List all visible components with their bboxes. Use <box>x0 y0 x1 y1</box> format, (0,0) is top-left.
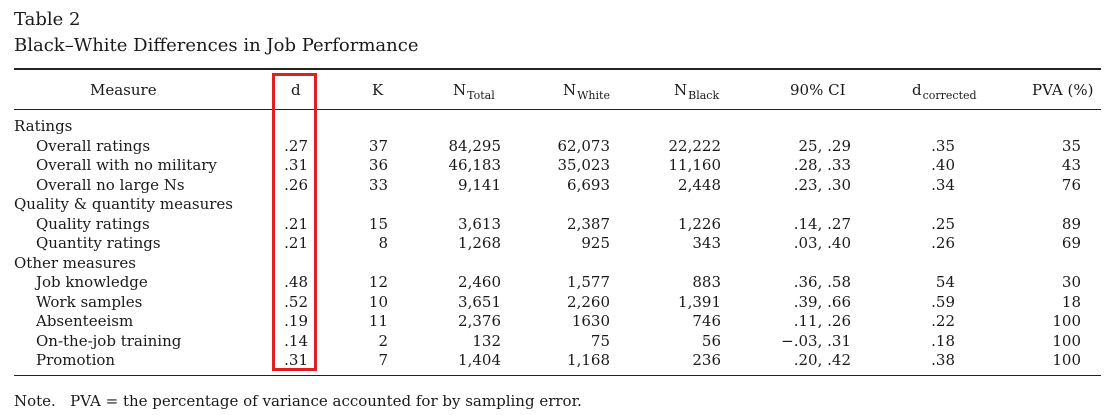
header-d: d <box>291 81 301 99</box>
header-ci: 90% CI <box>790 81 846 99</box>
cell-n-total: 3,651 <box>458 292 501 311</box>
cell-d: .27 <box>284 136 308 155</box>
header-n-white-sub: White <box>577 89 610 102</box>
cell-k: 33 <box>368 175 388 194</box>
cell-k: 10 <box>368 292 388 311</box>
header-n-total-sub: Total <box>467 89 495 102</box>
header-d-corrected <box>912 80 977 106</box>
cell-n-black: 11,160 <box>668 156 721 174</box>
cell-d: .31 <box>284 156 308 174</box>
header-pva: PVA (%) <box>1032 81 1094 99</box>
cell-n-total: 9,141 <box>458 175 501 194</box>
cell-d-corrected: .34 <box>931 175 955 194</box>
cell-d: .52 <box>284 292 308 311</box>
cell-d-corrected: .59 <box>931 292 955 311</box>
row-measure: Overall no large Ns <box>36 175 185 194</box>
cell-n-total: 46,183 <box>448 156 501 174</box>
cell-n-total: 1,268 <box>458 234 501 252</box>
section-heading: Ratings <box>14 117 73 135</box>
d-column-highlight <box>272 73 317 371</box>
cell-d: .19 <box>284 312 308 330</box>
cell-ci: .03, .40 <box>793 234 851 252</box>
cell-pva: 30 <box>1061 273 1081 291</box>
cell-ci: 25, .29 <box>798 136 851 155</box>
row-measure: Quality ratings <box>36 214 150 233</box>
cell-d-corrected: .40 <box>931 156 955 174</box>
table-note: Note. PVA = the percentage of variance accounted for by sampling error. <box>14 392 582 410</box>
cell-n-total: 3,613 <box>458 214 501 233</box>
cell-ci: .11, .26 <box>793 312 851 330</box>
cell-n-white: 2,387 <box>567 214 610 233</box>
mid-rule <box>14 109 1101 110</box>
cell-n-black: 343 <box>692 234 721 252</box>
cell-d-corrected: .25 <box>931 214 955 233</box>
cell-ci: .36, .58 <box>793 273 851 291</box>
header-d-corrected-base: d <box>912 81 922 99</box>
header-n-black-sub: Black <box>688 89 720 102</box>
row-measure: Overall with no military <box>36 156 217 174</box>
header-n-total <box>453 80 495 106</box>
header-k: K <box>372 81 384 99</box>
cell-d-corrected: .38 <box>931 351 955 369</box>
row-measure: Overall ratings <box>36 136 151 155</box>
cell-n-black: 236 <box>692 351 721 369</box>
row-measure: Quantity ratings <box>36 234 161 252</box>
cell-n-black: 22,222 <box>668 136 721 155</box>
cell-ci: .23, .30 <box>793 175 851 194</box>
section-heading: Quality & quantity measures <box>14 195 233 213</box>
cell-d-corrected: 54 <box>935 273 955 291</box>
cell-n-white: 62,073 <box>557 136 610 155</box>
row-measure: Absenteeism <box>36 312 134 330</box>
cell-k: 12 <box>368 273 388 291</box>
cell-k: 7 <box>378 351 388 369</box>
cell-ci: −.03, .31 <box>781 331 851 350</box>
top-rule <box>14 68 1101 70</box>
cell-n-total: 1,404 <box>458 351 501 369</box>
cell-d-corrected: .22 <box>931 312 955 330</box>
cell-n-total: 2,460 <box>458 273 501 291</box>
cell-d: .21 <box>284 234 308 252</box>
header-n-white <box>563 80 610 106</box>
cell-pva: 100 <box>1052 312 1081 330</box>
header-measure: Measure <box>90 81 157 99</box>
cell-d-corrected: .18 <box>931 331 955 350</box>
cell-pva: 18 <box>1061 292 1081 311</box>
row-measure: Job knowledge <box>36 273 148 291</box>
cell-k: 36 <box>368 156 388 174</box>
header-n-white-base: N <box>563 81 577 99</box>
cell-k: 37 <box>368 136 388 155</box>
cell-d: .14 <box>284 331 308 350</box>
cell-n-black: 1,391 <box>678 292 721 311</box>
header-n-total-base: N <box>453 81 467 99</box>
cell-n-white: 1630 <box>571 312 610 330</box>
cell-k: 2 <box>378 331 388 350</box>
header-d-corrected-sub: corrected <box>922 89 977 102</box>
cell-n-black: 746 <box>692 312 721 330</box>
cell-n-white: 1,168 <box>567 351 610 369</box>
row-measure: Work samples <box>36 292 143 311</box>
section-heading: Other measures <box>14 253 136 272</box>
cell-pva: 35 <box>1061 136 1081 155</box>
cell-k: 15 <box>368 214 388 233</box>
cell-pva: 89 <box>1061 214 1081 233</box>
cell-pva: 69 <box>1061 234 1081 252</box>
cell-n-white: 2,260 <box>567 292 610 311</box>
cell-ci: .28, .33 <box>793 156 851 174</box>
table-caption-title: Black–White Differences in Job Performance <box>14 35 419 56</box>
cell-n-white: 75 <box>590 331 610 350</box>
row-measure: On-the-job training <box>36 331 182 350</box>
cell-pva: 76 <box>1061 175 1081 194</box>
cell-n-white: 925 <box>581 234 610 252</box>
cell-n-total: 132 <box>472 331 501 350</box>
cell-k: 11 <box>368 312 388 330</box>
cell-n-black: 1,226 <box>678 214 721 233</box>
cell-d-corrected: .35 <box>931 136 955 155</box>
bottom-rule <box>14 375 1101 376</box>
row-measure: Promotion <box>36 351 116 369</box>
table-caption-label: Table 2 <box>14 9 81 30</box>
cell-d: .48 <box>284 273 308 291</box>
cell-n-total: 2,376 <box>458 312 501 330</box>
cell-d: .31 <box>284 351 308 369</box>
cell-k: 8 <box>378 234 388 252</box>
header-n-black <box>674 80 719 106</box>
cell-n-white: 35,023 <box>557 156 610 174</box>
cell-ci: .39, .66 <box>793 292 851 311</box>
cell-n-white: 6,693 <box>567 175 610 194</box>
cell-d-corrected: .26 <box>931 234 955 252</box>
cell-pva: 43 <box>1061 156 1081 174</box>
cell-n-total: 84,295 <box>448 136 501 155</box>
cell-ci: .20, .42 <box>793 351 851 369</box>
cell-n-white: 1,577 <box>567 273 610 291</box>
header-n-black-base: N <box>674 81 688 99</box>
cell-n-black: 2,448 <box>678 175 721 194</box>
cell-ci: .14, .27 <box>793 214 851 233</box>
cell-d: .26 <box>284 175 308 194</box>
cell-n-black: 56 <box>701 331 721 350</box>
cell-pva: 100 <box>1052 331 1081 350</box>
cell-pva: 100 <box>1052 351 1081 369</box>
cell-d: .21 <box>284 214 308 233</box>
cell-n-black: 883 <box>692 273 721 291</box>
